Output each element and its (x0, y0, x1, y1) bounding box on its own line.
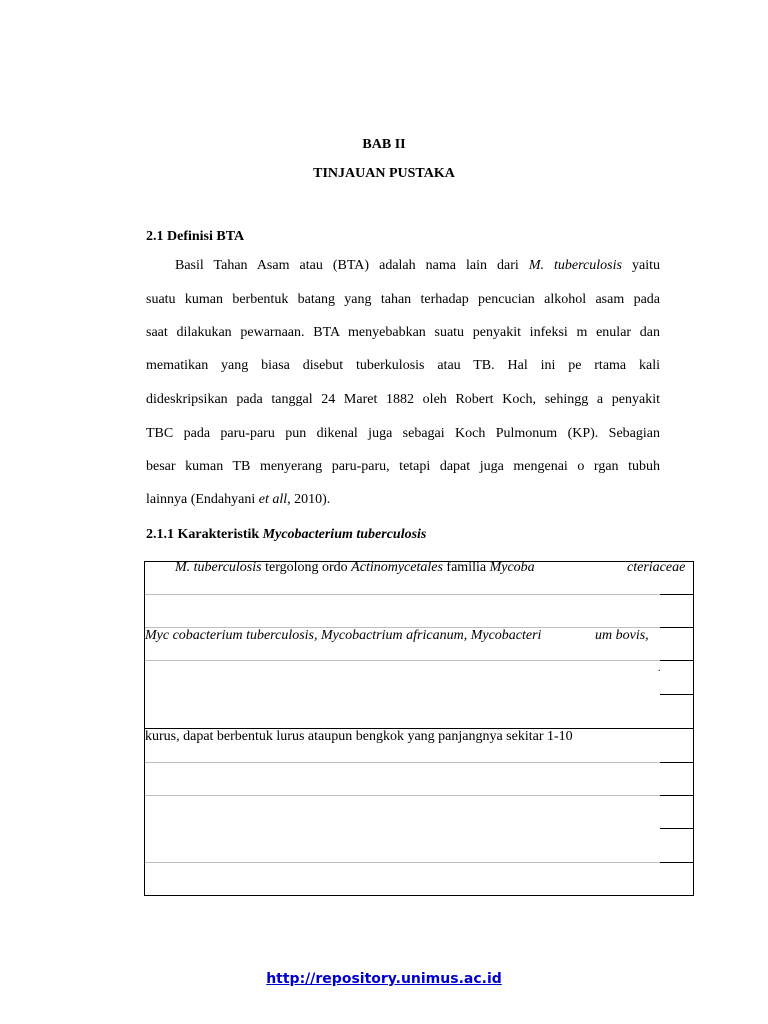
section-heading-2-1-1 (146, 527, 426, 543)
table-rule-segment (660, 594, 694, 595)
italic-span: cteriaceae (627, 560, 686, 575)
text-span: dideskripsikan pada tanggal 24 Maret 1882 oleh Robert Koch, sehingg a penyakit (146, 392, 660, 407)
table-rule-segment (660, 795, 694, 796)
table-fragment-row-1-end (627, 560, 685, 576)
text-span: besar kuman TB menyerang paru-paru, tetapi dapat juga mengenai o rgan tubuh (146, 459, 660, 474)
paragraph-line-6 (146, 426, 660, 442)
section-heading-2-1: 2.1 Definisi BTA (146, 229, 245, 244)
text-span: familia (442, 560, 490, 575)
text-span: , (463, 628, 471, 643)
repository-link[interactable]: http://repository.unimus.ac.id (266, 971, 502, 987)
table-rule-segment (660, 828, 694, 829)
heading-italic-text: Mycobacterium tuberculosis (262, 527, 427, 542)
text-span: yaitu (621, 258, 660, 273)
chapter-title: TINJAUAN PUSTAKA (313, 166, 455, 181)
table-rule-segment (660, 762, 694, 763)
paragraph-line-1 (175, 258, 660, 274)
table-fragment-row-1 (175, 560, 535, 576)
italic-span: Mycobacteri (470, 628, 542, 643)
paragraph-line-8 (146, 492, 330, 508)
table-rule (145, 660, 660, 661)
italic-span: um bovis, (595, 628, 649, 643)
table-rule-segment (660, 862, 694, 863)
italic-span: Mycoba (489, 560, 535, 575)
italic-span: M. tuberculosis (528, 258, 622, 273)
text-box-frame (144, 561, 694, 896)
table-fragment-row-6: kurus, dapat berbentuk lurus ataupun bengkok yang panjangnya sekitar 1-10 (145, 729, 573, 744)
paragraph-line-2 (146, 292, 660, 308)
table-rule-segment (660, 728, 694, 729)
text-span: Basil Tahan Asam atau (BTA) adalah nama lain dari (175, 258, 529, 273)
paragraph-line-7 (146, 459, 660, 475)
table-rule-segment (660, 627, 694, 628)
table-fragment-row-3 (145, 628, 541, 644)
table-rule-segment (660, 694, 694, 695)
table-rule (145, 762, 660, 763)
paragraph-line-3 (146, 325, 660, 341)
paragraph-line-4 (146, 358, 660, 374)
text-span: saat dilakukan pewarnaan. BTA menyebabkan suatu penyakit infeksi m enular dan (146, 325, 660, 340)
heading-text: 2.1.1 Karakteristik (146, 527, 263, 542)
text-span: tergolong ordo (261, 560, 352, 575)
table-rule-segment (660, 660, 694, 661)
footer (0, 970, 768, 988)
chapter-number: BAB II (362, 137, 406, 152)
text-span: suatu kuman berbentuk batang yang tahan terhadap pencucian alkohol asam pada (146, 292, 660, 307)
table-rule (145, 795, 660, 796)
text-span: 2010). (290, 492, 331, 507)
table-fragment-row-3-end (595, 628, 649, 644)
italic-span: Myc cobacterium tuberculosis, Mycobactrium africanum (145, 628, 464, 643)
text-span: lainnya (Endahyani (146, 492, 259, 507)
text-span: mematikan yang biasa disebut tuberkulosis atau TB. Hal ini pe rtama kali (146, 358, 660, 373)
table-rule (145, 594, 660, 595)
table-fragment-dot: . (658, 663, 661, 674)
paragraph-line-5 (146, 392, 660, 408)
italic-span: M. tuberculosis (175, 560, 262, 575)
italic-span: et all, (258, 492, 291, 507)
table-rule (145, 862, 660, 863)
italic-span: Actinomycetales (351, 560, 443, 575)
text-span: TBC pada paru-paru pun dikenal juga sebagai Koch Pulmonum (KP). Sebagian (146, 426, 660, 441)
